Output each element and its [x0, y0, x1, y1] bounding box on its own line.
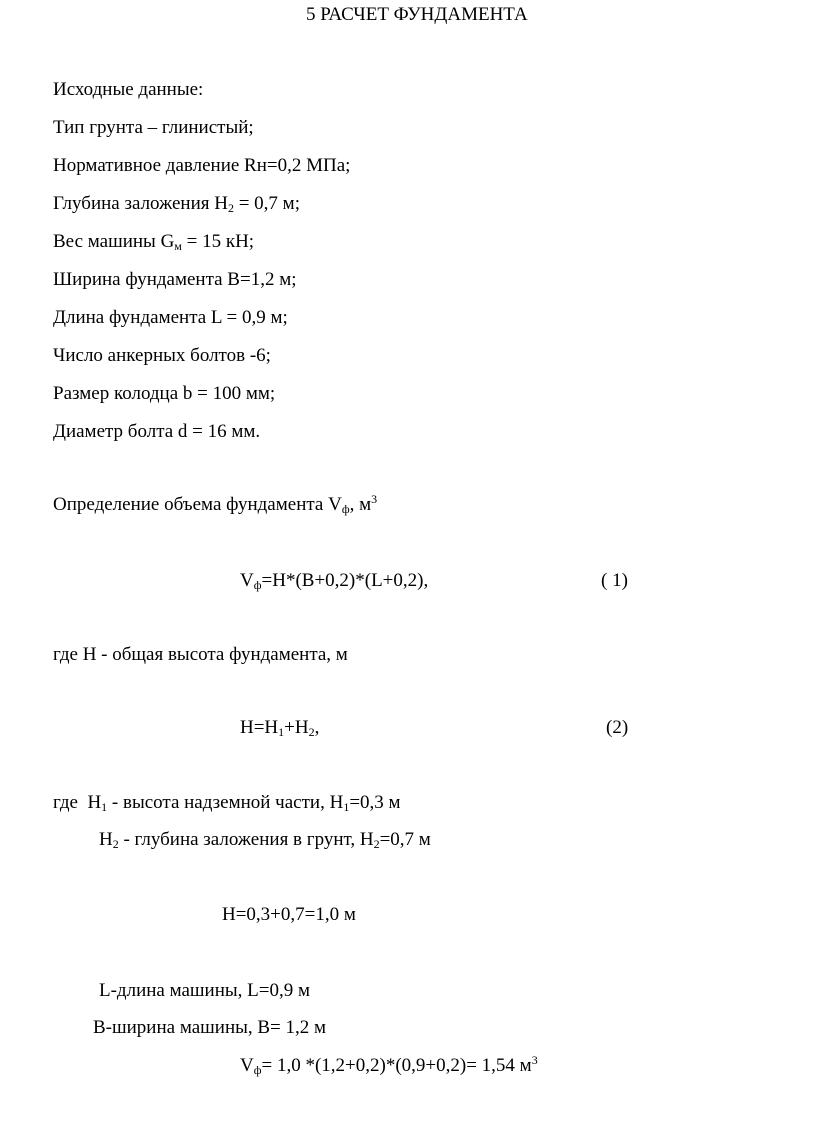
subscript: ф	[253, 1063, 262, 1077]
text: = 0,7 м;	[233, 193, 300, 214]
equation-2	[240, 717, 319, 739]
text: =0,3 м	[349, 792, 401, 813]
width-definition: B-ширина машины, B= 1,2 м	[93, 1017, 327, 1038]
subscript: 1	[343, 800, 350, 814]
text: =H*(B+0,2)*(L+0,2),	[261, 570, 429, 591]
text: +H	[284, 717, 309, 738]
input-soil-type: Тип грунта – глинистый;	[53, 117, 254, 138]
input-depth	[53, 193, 300, 215]
equation-2-number: (2)	[606, 717, 629, 738]
input-length: Длина фундамента L = 0,9 м;	[53, 307, 288, 328]
input-well-size: Размер колодца b = 100 мм;	[53, 383, 276, 404]
text: = 15 кН;	[181, 231, 255, 252]
page-title: 5 РАСЧЕТ ФУНДАМЕНТА	[306, 4, 528, 25]
text: V	[240, 1055, 254, 1076]
input-header: Исходные данные:	[53, 79, 204, 100]
input-machine-weight	[53, 231, 254, 253]
equation-1-number: ( 1)	[601, 570, 628, 591]
subscript: 2	[112, 837, 119, 851]
input-width: Ширина фундамента B=1,2 м;	[53, 269, 297, 290]
subscript: 1	[101, 800, 108, 814]
text: H=H	[240, 717, 279, 738]
text: = 1,0 *(1,2+0,2)*(0,9+0,2)= 1,54 м	[261, 1055, 532, 1076]
text: V	[240, 570, 254, 591]
superscript: 3	[531, 1053, 538, 1067]
subscript: 2	[227, 201, 234, 215]
subscript: 2	[373, 837, 380, 851]
text: =0,7 м	[379, 829, 431, 850]
calc-h: H=0,3+0,7=1,0 м	[222, 904, 356, 925]
text: , м	[349, 494, 372, 515]
text: Вес машины G	[53, 231, 175, 252]
where-h1	[53, 792, 401, 814]
input-normative-pressure: Нормативное давление Rн=0,2 МПа;	[53, 155, 351, 176]
input-bolt-count: Число анкерных болтов -6;	[53, 345, 271, 366]
text: - высота надземной части, H	[107, 792, 344, 813]
subscript: 1	[278, 725, 285, 739]
text: ,	[314, 717, 320, 738]
subscript: ф	[341, 502, 350, 516]
where-h: где H - общая высота фундамента, м	[53, 644, 348, 665]
superscript: 3	[371, 492, 378, 506]
subscript: 2	[308, 725, 315, 739]
equation-1	[240, 570, 428, 592]
text: H	[99, 829, 113, 850]
subscript: ф	[253, 578, 262, 592]
text: где H	[53, 792, 102, 813]
length-definition: L-длина машины, L=0,9 м	[99, 980, 311, 1001]
subscript: м	[174, 239, 182, 253]
text: Определение объема фундамента V	[53, 494, 342, 515]
where-h2	[99, 829, 431, 851]
text: Глубина заложения H	[53, 193, 228, 214]
text: - глубина заложения в грунт, H	[118, 829, 374, 850]
volume-heading	[53, 494, 377, 516]
input-bolt-diameter: Диаметр болта d = 16 мм.	[53, 421, 261, 442]
final-volume	[240, 1055, 538, 1077]
